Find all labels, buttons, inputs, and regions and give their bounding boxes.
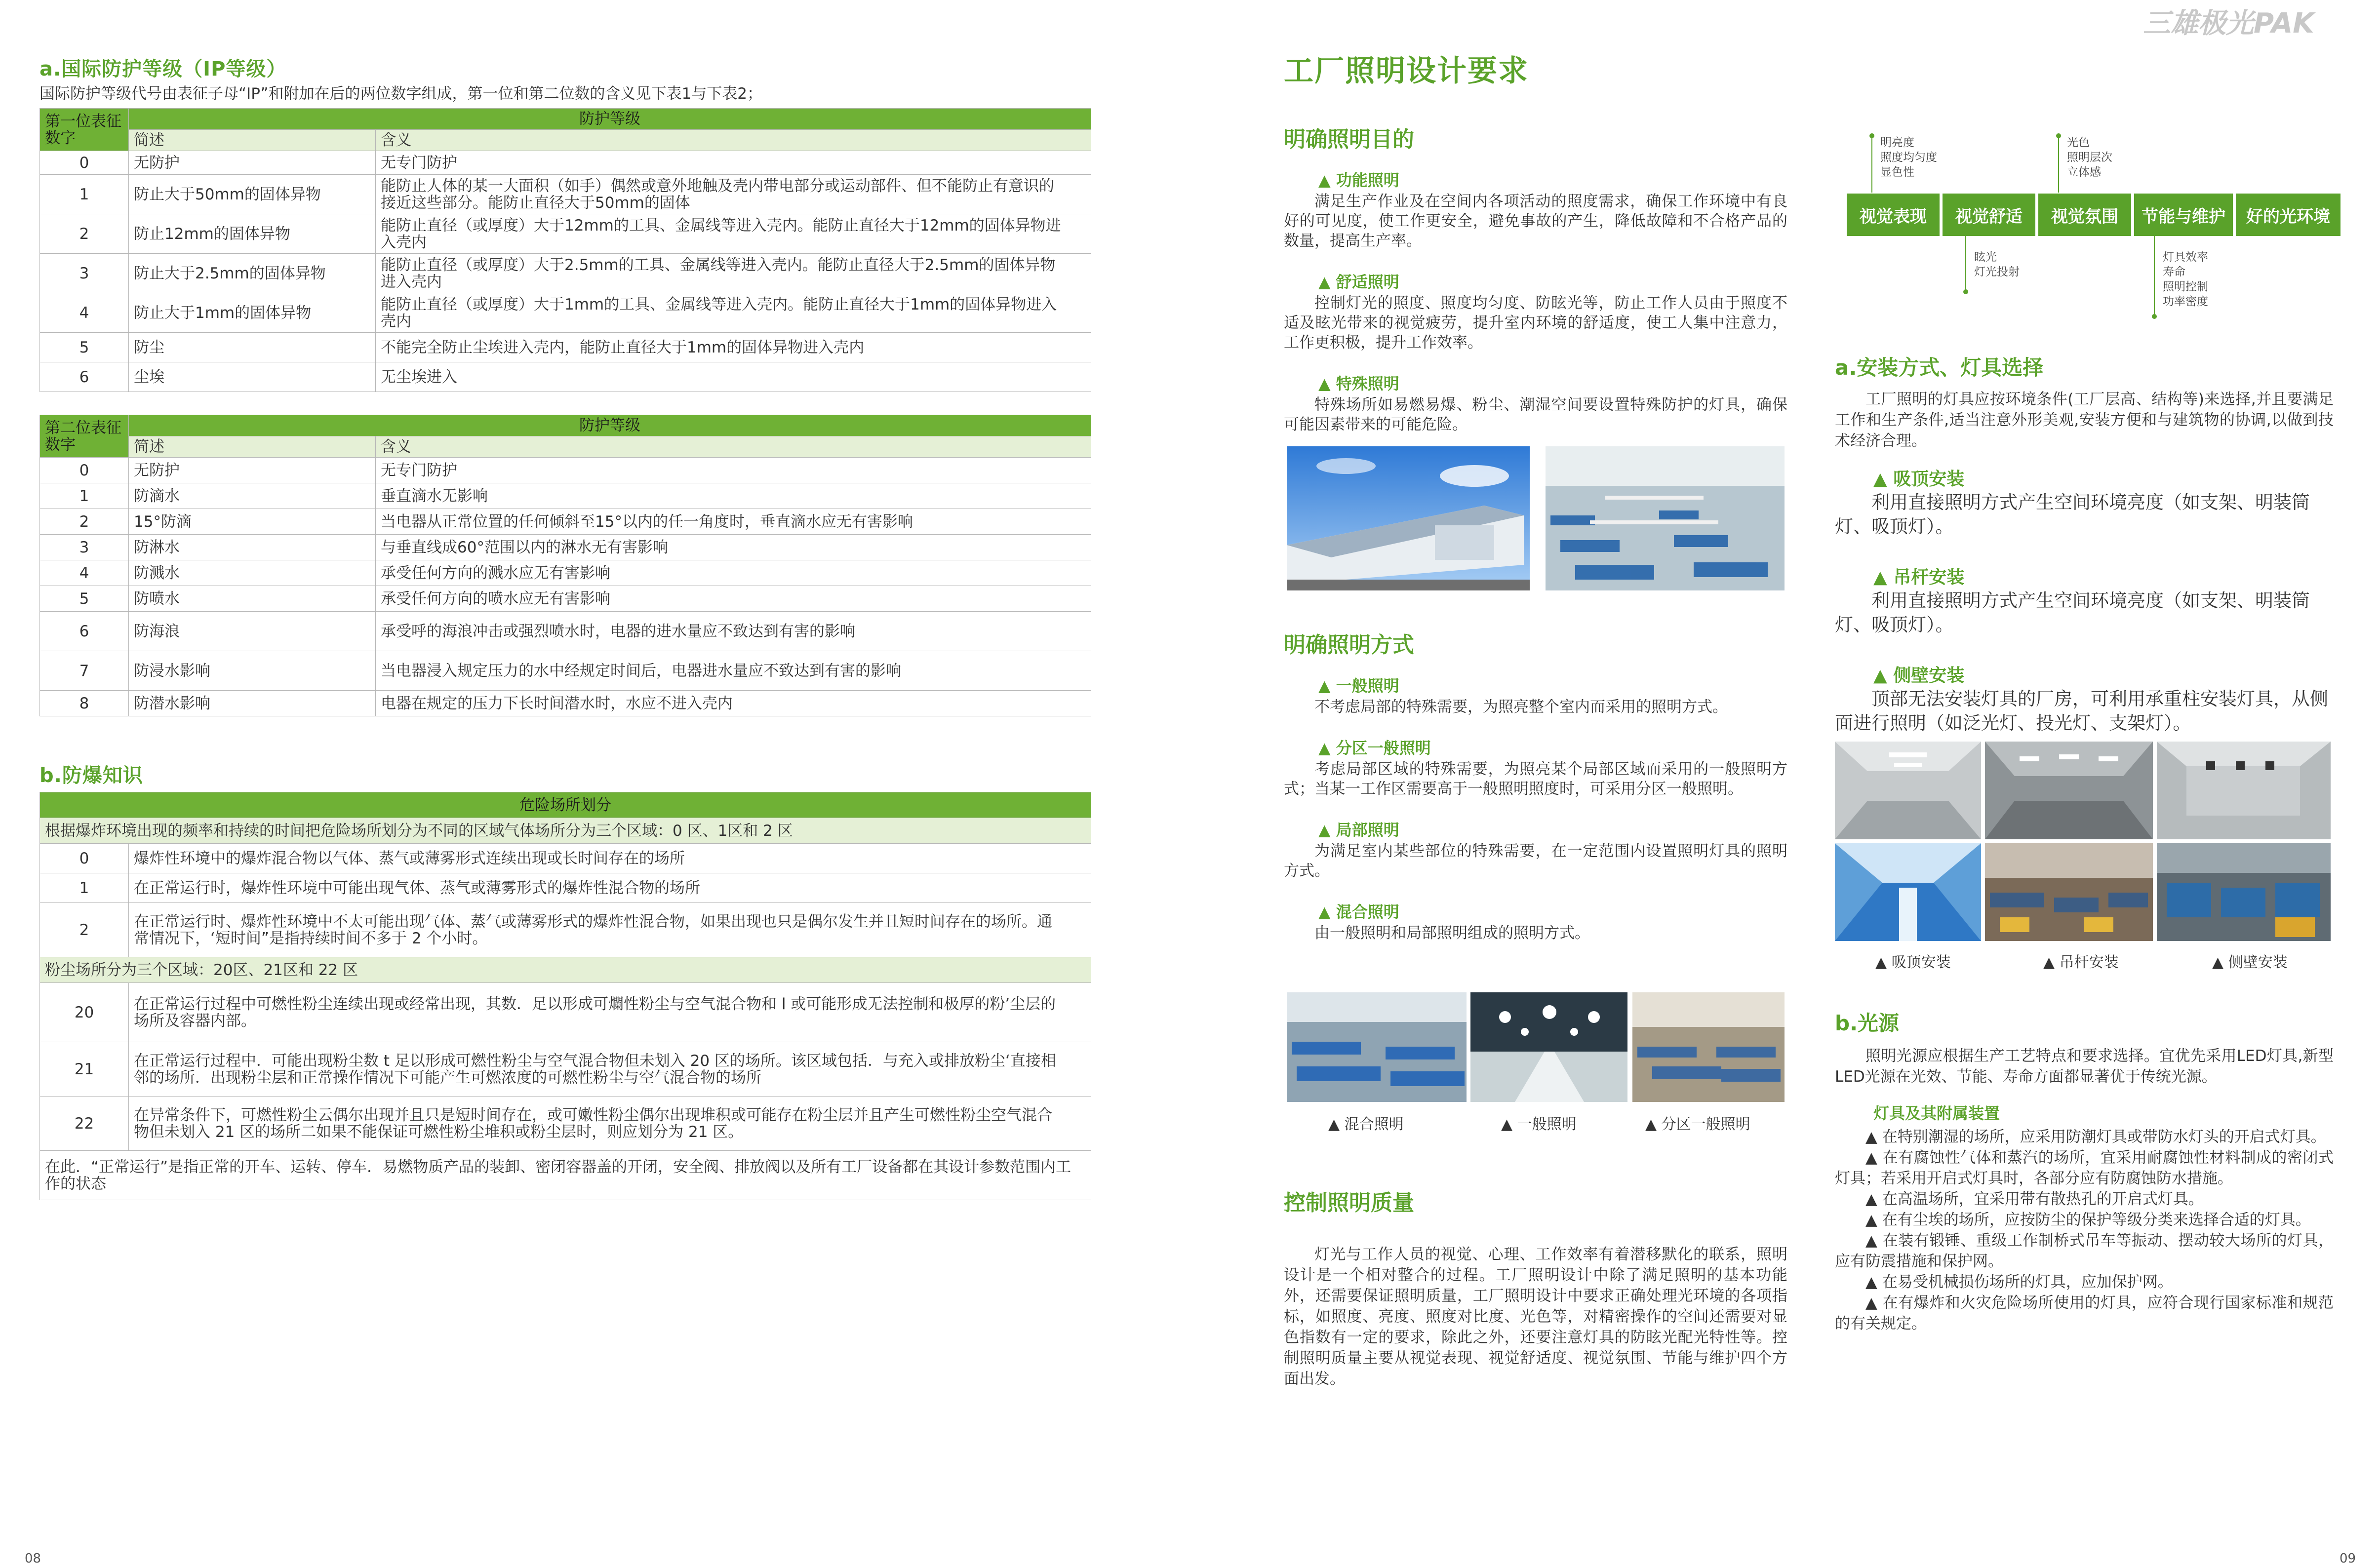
- table-cell-brief: 15°防滴: [129, 509, 376, 535]
- general-lighting-image: [1470, 992, 1627, 1102]
- install-body: 工厂照明的灯具应按环境条件(工厂层高、结构等)来选择,并且要满足工作和生产条件,适当注意外形美观,安装方便和与建筑物的协调,以做到技术经济合理。: [1835, 391, 2334, 450]
- pill-energy-maintenance: 节能与维护: [2134, 194, 2233, 236]
- table-cell-number: 20: [40, 983, 129, 1042]
- fixture-item: ▲ 在有爆炸和火灾危险场所使用的灯具，应符合现行国家标准和规范的有关规定。: [1835, 1294, 2334, 1333]
- photo-pendant-mount: [1985, 742, 2153, 839]
- table-cell-number: 3: [40, 254, 129, 293]
- table-row: [40, 903, 1091, 957]
- table-row: [40, 1042, 1091, 1097]
- quality-body: 灯光与工作人员的视觉、心理、工作效率有着潜移默化的联系，照明设计是一个相对整合的过程。工厂照明设计中除了满足照明的基本功能外，还需要保证照明质量，工厂照明设计中要求正确处理光环境的各项指标，如照度、亮度、照度对比度、光色等，对精密操作的空间还需要对显色指数有一定的要求，除此之外，还要注意灯具的防眩光配光特性等。控制照明质量主要从视觉表现、视觉舒适度、视觉氛围、节能与维护四个方面出发。: [1284, 1246, 1787, 1388]
- table2-col2-header: 含义: [376, 436, 1091, 458]
- photo-mixed-lighting: [1287, 992, 1467, 1102]
- table-cell-number: 6: [40, 612, 129, 651]
- brand-logo: [2143, 5, 2350, 39]
- note-line-text: 显色性: [1880, 166, 1914, 179]
- table-row: [40, 175, 1091, 214]
- table-cell-text: 在正常运行过程中可燃性粉尘连续出现或经常出现，其数．足以形成可爛性粉尘与空气混合物和 l 或可能形成无法控制和极厚的粉’尘层的场所及容器内部。: [129, 983, 1091, 1042]
- warehouse-image: [1985, 843, 2153, 941]
- list-item-body: 控制灯光的照度、照度均匀度、防眩光等，防止工作人员由于照度不适及眩光带来的视觉疲劳，提升室内环境的舒适度，使工人集中注意力，工作更积极，提升工作效率。: [1284, 294, 1787, 352]
- photo-wall-mount-a: [2157, 742, 2331, 839]
- right-column: [1835, 352, 2334, 760]
- list-item-heading: ▲ 一般照明: [1318, 676, 1399, 695]
- pill-row: [1847, 194, 2340, 236]
- pendant-mount-image: [1985, 742, 2153, 839]
- table-cell-brief: 防止大于2.5mm的固体异物: [129, 254, 376, 293]
- table-cell-meaning: 无专门防护: [376, 151, 1091, 175]
- bottom-note-1: [1974, 250, 2020, 279]
- left-column: [40, 53, 1091, 1200]
- fixture-item: ▲ 在易受机械损伤场所的灯具，应加保护网。: [1865, 1273, 2173, 1291]
- table-row: [40, 458, 1091, 483]
- table-cell-number: 2: [40, 509, 129, 535]
- zoned-lighting-image: [1632, 992, 1785, 1102]
- note-line-text: 灯具效率: [2163, 251, 2208, 264]
- caption-general: ▲ 一般照明: [1501, 1116, 1577, 1133]
- note-line-text: 照明层次: [2067, 151, 2112, 164]
- note-line-2: [2058, 136, 2059, 193]
- table-cell-text: 爆炸性环境中的爆炸混合物以气体、蒸气或薄雾形式连续出现或长时间存在的场所: [129, 844, 1091, 873]
- note-dot-4: [2152, 314, 2157, 319]
- table1-col0-header: 第一位表征数字: [40, 109, 129, 151]
- table-row: [40, 333, 1091, 362]
- list-item-body: 不考虑局部的特殊需要，为照亮整个室内而采用的照明方式。: [1314, 698, 1728, 716]
- middle-column-3: [1284, 1185, 1787, 1389]
- fixture-item: ▲ 在特别潮湿的场所，应采用防潮灯具或带防水灯头的开启式灯具。: [1865, 1128, 2326, 1146]
- table-cell-meaning: 承受任何方向的溅水应无有害影响: [376, 560, 1091, 586]
- table-row: [40, 362, 1091, 392]
- table1-body: [40, 151, 1091, 392]
- table-cell-number: 4: [40, 293, 129, 333]
- list-item-heading: ▲ 分区一般照明: [1318, 739, 1431, 757]
- table-cell-meaning: 能防止直径（或厚度）大于2.5mm的工具、金属线等进入壳内。能防止直径大于2.5mm的固体异物进入壳内: [376, 254, 1091, 293]
- install-block: [1835, 662, 2334, 735]
- install-heading: ▲ 侧壁安装: [1873, 666, 1965, 686]
- table-cell-number: 0: [40, 151, 129, 175]
- note-dot-3: [1963, 289, 1968, 294]
- table-row: [40, 651, 1091, 691]
- table-row: [40, 293, 1091, 333]
- list-item-heading: ▲ 功能照明: [1318, 171, 1399, 190]
- note-line-text: 照明控制: [2163, 280, 2208, 293]
- table-cell-brief: 防潜水影响: [129, 691, 376, 716]
- fixture-item: ▲ 在装有锻锤、重级工作制桥式吊车等振动、摆动较大场所的灯具，应有防震措施和保护网。: [1835, 1232, 2334, 1270]
- note-line-text: 照度均匀度: [1880, 151, 1937, 164]
- list-block: [1284, 900, 1787, 943]
- list-item-heading: ▲ 舒适照明: [1318, 273, 1399, 291]
- table-cell-number: 1: [40, 483, 129, 509]
- list-block: [1284, 168, 1787, 251]
- list-item-body: 特殊场所如易燃易爆、粉尘、潮湿空间要设置特殊防护的灯具，确保可能因素带来的可能危险。: [1284, 396, 1787, 433]
- table-cell-number: 0: [40, 458, 129, 483]
- list-block: [1284, 736, 1787, 799]
- table-row: [40, 844, 1091, 873]
- table-cell-meaning: 承受任何方向的喷水应无有害影响: [376, 586, 1091, 612]
- middle-column-2: [1284, 627, 1787, 962]
- install-list: [1835, 465, 2334, 735]
- install-body: 利用直接照明方式产生空间环境亮度（如支架、明装筒灯、吸顶灯）。: [1835, 492, 2310, 537]
- photo-wall-mount-b: [2157, 843, 2331, 941]
- list-item-heading: ▲ 特殊照明: [1318, 374, 1399, 393]
- brand-logo-graphic: [2143, 5, 2350, 39]
- wall-mount-image-a: [2157, 742, 2331, 839]
- cleanroom-image: [1835, 843, 1981, 941]
- wall-mount-image-b: [2157, 843, 2331, 941]
- table-cell-meaning: 不能完全防止尘埃进入壳内，能防止直径大于1mm的固体异物进入壳内: [376, 333, 1091, 362]
- table-cell-number: 3: [40, 535, 129, 560]
- top-note-1: [1880, 135, 1937, 180]
- table-row: [40, 483, 1091, 509]
- table-cell-number: 1: [40, 175, 129, 214]
- caption-ceiling: ▲ 吸顶安装: [1875, 954, 1951, 971]
- note-line-3: [1965, 236, 1966, 290]
- photo-general-lighting: [1470, 992, 1627, 1102]
- install-block: [1835, 465, 2334, 539]
- note-line-text: 立体感: [2067, 166, 2101, 179]
- table-cell-brief: 无防护: [129, 458, 376, 483]
- table1-group-header: 防护等级: [129, 109, 1091, 130]
- hazard-zone-table: [40, 792, 1091, 1200]
- list-block: [1284, 371, 1787, 434]
- table-cell-brief: 防止12mm的固体异物: [129, 214, 376, 254]
- ip-section-title: a.国际防护等级（IP等级）: [40, 58, 287, 80]
- install-block: [1835, 563, 2334, 637]
- table-cell-brief: 无防护: [129, 151, 376, 175]
- table-cell-number: 8: [40, 691, 129, 716]
- table-cell-text: 在异常条件下，可燃性粉尘云偶尔出现并且只是短时间存在，或可嫩性粉尘偶尔出现堆积或可能存在粉尘层并且产生可燃性粉尘空气混合物但未划入 21 区的场所二如果不能保证可燃性粉尘堆积或粉尘层时，则应划分为 21 区。: [129, 1097, 1091, 1151]
- table-cell-meaning: 承受呼的海浪冲击或强烈喷水时，电器的进水量应不致达到有害的影响: [376, 612, 1091, 651]
- table-row: [40, 612, 1091, 651]
- table-row: [40, 873, 1091, 903]
- table-cell-number: 1: [40, 873, 129, 903]
- table-cell-number: 5: [40, 333, 129, 362]
- photo-zoned-lighting: [1632, 992, 1785, 1102]
- table-row: [40, 535, 1091, 560]
- fixture-item: ▲ 在有腐蚀性气体和蒸汽的场所，宜采用耐腐蚀性材料制成的密闭式灯具；若采用开启式灯具时，各部分应有防腐蚀防水措施。: [1835, 1149, 2334, 1187]
- table-cell-meaning: 垂直滴水无影响: [376, 483, 1091, 509]
- fixture-item: ▲ 在高温场所，宜采用带有散热孔的开启式灯具。: [1865, 1190, 2204, 1208]
- pill-visual-comfort: 视觉舒适: [1943, 194, 2035, 236]
- table-row: [40, 983, 1091, 1042]
- ip-table-first-digit: [40, 108, 1091, 392]
- table1-col1-header: 简述: [129, 130, 376, 151]
- table3-footer: 在此．“正常运行”是指正常的开车、运转、停车．易燃物质产品的装卸、密闭容器盖的开闭，安全阀、排放阀以及所有工厂设备都在其设计参数范围内工作的状态: [40, 1151, 1091, 1200]
- ip-intro: 国际防护等级代号由表征子母“IP”和附加在后的两位数字组成，第一位和第二位数的含义见下表1与下表2；: [40, 85, 762, 103]
- table-cell-brief: 防海浪: [129, 612, 376, 651]
- table-cell-brief: 防尘: [129, 333, 376, 362]
- bottom-note-2: [2163, 250, 2208, 309]
- table3-dust-rows: [40, 983, 1091, 1151]
- photo-ceiling-cleanroom: [1835, 843, 1981, 941]
- pill-good-light-environment: 好的光环境: [2236, 194, 2340, 236]
- table2-col1-header: 简述: [129, 436, 376, 458]
- table-row: [40, 509, 1091, 535]
- right-column-2: [1835, 1007, 2334, 1334]
- table-cell-brief: 防喷水: [129, 586, 376, 612]
- note-line-1: [1871, 136, 1872, 193]
- purpose-title: 明确照明目的: [1284, 127, 1414, 152]
- list-item-body: 考虑局部区域的特殊需要，为照亮某个局部区域而采用的一般照明方式；当某一工作区需要高于一般照明照度时，可采用分区一般照明。: [1284, 760, 1787, 798]
- note-line-text: 灯光投射: [1974, 266, 2020, 278]
- note-line-text: 明亮度: [1880, 136, 1914, 149]
- light-source-body: 照明光源应根据生产工艺特点和要求选择。宜优先采用LED灯具,新型LED光源在光效、节能、寿命方面都显著优于传统光源。: [1835, 1047, 2334, 1086]
- table-cell-number: 21: [40, 1042, 129, 1097]
- table-cell-number: 2: [40, 903, 129, 957]
- brand-logo-text: 三雄极光PAK: [2143, 7, 2314, 39]
- factory-exterior-image: [1287, 446, 1530, 590]
- list-item-heading: ▲ 局部照明: [1318, 821, 1399, 839]
- table-cell-number: 5: [40, 586, 129, 612]
- table-row: [40, 560, 1091, 586]
- table-cell-brief: 防滴水: [129, 483, 376, 509]
- caption-mixed: ▲ 混合照明: [1328, 1116, 1404, 1133]
- table-row: [40, 254, 1091, 293]
- note-line-text: 光色: [2067, 136, 2090, 149]
- ip-table-second-digit: [40, 415, 1091, 716]
- table-row: [40, 214, 1091, 254]
- mixed-lighting-image: [1287, 992, 1467, 1102]
- fixture-subtitle: 灯具及其附属装置: [1873, 1104, 2000, 1123]
- install-body: 顶部无法安装灯具的厂房，可利用承重柱安装灯具，从侧面进行照明（如泛光灯、投光灯、支架灯）。: [1835, 688, 2328, 734]
- install-heading: ▲ 吊杆安装: [1873, 567, 1965, 588]
- table-cell-brief: 防淋水: [129, 535, 376, 560]
- quality-diagram: [1847, 133, 2340, 341]
- list-block: [1284, 818, 1787, 881]
- table-cell-number: 2: [40, 214, 129, 254]
- list-item-heading: ▲ 混合照明: [1318, 902, 1399, 921]
- note-line-text: 功率密度: [2163, 295, 2208, 308]
- table2-body: [40, 458, 1091, 716]
- table-cell-meaning: 电器在规定的压力下长时间潜水时，水应不进入壳内: [376, 691, 1091, 716]
- pill-visual-performance: 视觉表现: [1847, 194, 1940, 236]
- table2-group-header: 防护等级: [129, 415, 1091, 436]
- table-cell-brief: 尘埃: [129, 362, 376, 392]
- table3-header: 危险场所划分: [40, 792, 1091, 818]
- table-row: [40, 1097, 1091, 1151]
- page-number-left: 08: [25, 1551, 41, 1566]
- list-block: [1284, 673, 1787, 717]
- table-cell-brief: 防止大于1mm的固体异物: [129, 293, 376, 333]
- explosion-section-title: b.防爆知识: [40, 764, 143, 787]
- table-cell-meaning: 当电器浸入规定压力的水中经规定时间后，电器进水量应不致达到有害的影响: [376, 651, 1091, 691]
- table3-intro: 根据爆炸环境出现的频率和持续的时间把危险场所划分为不同的区域气体场所分为三个区域：0 区、1区和 2 区: [40, 818, 1091, 844]
- list-item-body: 为满足室内某些部位的特殊需要，在一定范围内设置照明灯具的照明方式。: [1284, 842, 1787, 880]
- light-source-title: b.光源: [1835, 1011, 1900, 1035]
- table-cell-brief: 防止大于50mm的固体异物: [129, 175, 376, 214]
- ceiling-mount-image: [1835, 742, 1981, 839]
- note-line-4: [2154, 236, 2155, 315]
- quality-title: 控制照明质量: [1284, 1190, 1414, 1215]
- install-heading: ▲ 吸顶安装: [1873, 469, 1965, 489]
- page-title: 工厂照明设计要求: [1284, 54, 1529, 88]
- list-block: [1284, 270, 1787, 353]
- table-cell-brief: 防溅水: [129, 560, 376, 586]
- factory-interior-image: [1546, 446, 1785, 590]
- table1-col2-header: 含义: [376, 130, 1091, 151]
- table-cell-text: 在正常运行时、爆炸性环境中不太可能出现气体、蒸气或薄雾形式的爆炸性混合物，如果出现也只是偶尔发生并且短时间存在的场所。通常情况下，‘短时间”是指持续时间不多于 2 个小时。: [129, 903, 1091, 957]
- table-cell-meaning: 与垂直线成60°范围以内的淋水无有害影响: [376, 535, 1091, 560]
- table-cell-meaning: 能防止直径（或厚度）大于1mm的工具、金属线等进入壳内。能防止直径大于1mm的固体异物进入壳内: [376, 293, 1091, 333]
- photo-ceiling-mount: [1835, 742, 1981, 839]
- caption-wall: ▲ 侧壁安装: [2212, 954, 2288, 971]
- table-cell-number: 4: [40, 560, 129, 586]
- photo-factory-exterior: [1287, 446, 1530, 590]
- table-cell-meaning: 能防止直径（或厚度）大于12mm的工具、金属线等进入壳内。能防止直径大于12mm的固体异物进入壳内: [376, 214, 1091, 254]
- method-title: 明确照明方式: [1284, 632, 1414, 658]
- table-row: [40, 691, 1091, 716]
- table-cell-number: 6: [40, 362, 129, 392]
- table-cell-text: 在正常运行过程中．可能出现粉尘数 t 足以形成可燃性粉尘与空气混合物但未划入 20 区的场所。该区域包括．与充入或排放粉尘‘直接相邻的场所．出现粉尘层和正常操作情况下可能产生可燃浓度的可燃性粉尘与空气混合物的场所: [129, 1042, 1091, 1097]
- pill-visual-atmosphere: 视觉氛围: [2038, 194, 2131, 236]
- top-note-2: [2067, 135, 2112, 180]
- table3-dust-intro: 粉尘场所分为三个区域：20区、21区和 22 区: [40, 957, 1091, 983]
- table-cell-meaning: 无尘埃进入: [376, 362, 1091, 392]
- photo-pendant-warehouse: [1985, 843, 2153, 941]
- table-cell-meaning: 能防止人体的某一大面积（如手）偶然或意外地触及壳内带电部分或运动部件、但不能防止有意识的接近这些部分。能防止直径大于50mm的固体: [376, 175, 1091, 214]
- table-cell-number: 22: [40, 1097, 129, 1151]
- photo-factory-interior: [1546, 446, 1785, 590]
- list-item-body: 由一般照明和局部照明组成的照明方式。: [1314, 924, 1590, 942]
- table-cell-meaning: 当电器从正常位置的任何倾斜至15°以内的任一角度时，垂直滴水应无有害影响: [376, 509, 1091, 535]
- note-line-text: 眩光: [1974, 251, 1997, 264]
- list-item-body: 满足生产作业及在空间内各项活动的照度需求，确保工作环境中有良好的可见度，使工作更安全，避免事故的产生，降低故障和不合格产品的数量，提高生产率。: [1284, 193, 1787, 250]
- install-body: 利用直接照明方式产生空间环境亮度（如支架、明装筒灯、吸顶灯）。: [1835, 590, 2310, 635]
- table-cell-text: 在正常运行时，爆炸性环境中可能出现气体、蒸气或薄雾形式的爆炸性混合物的场所: [129, 873, 1091, 903]
- table2-col0-header: 第二位表征数字: [40, 415, 129, 458]
- middle-column: [1284, 47, 1787, 453]
- table-cell-meaning: 无专门防护: [376, 458, 1091, 483]
- purpose-list: [1284, 168, 1787, 434]
- table-cell-number: 7: [40, 651, 129, 691]
- table-cell-brief: 防浸水影响: [129, 651, 376, 691]
- table-row: [40, 151, 1091, 175]
- fixture-item: ▲ 在有尘埃的场所，应按防尘的保护等级分类来选择合适的灯具。: [1865, 1211, 2311, 1229]
- note-line-text: 寿命: [2163, 266, 2185, 278]
- method-list: [1284, 673, 1787, 943]
- install-title: a.安装方式、灯具选择: [1835, 355, 2044, 380]
- table3-gas-rows: [40, 844, 1091, 957]
- fixture-list: [1835, 1127, 2334, 1334]
- table-row: [40, 586, 1091, 612]
- page-number-right: 09: [2340, 1551, 2356, 1566]
- table-cell-number: 0: [40, 844, 129, 873]
- caption-zoned: ▲ 分区一般照明: [1645, 1116, 1750, 1133]
- caption-pendant: ▲ 吊杆安装: [2043, 954, 2119, 971]
